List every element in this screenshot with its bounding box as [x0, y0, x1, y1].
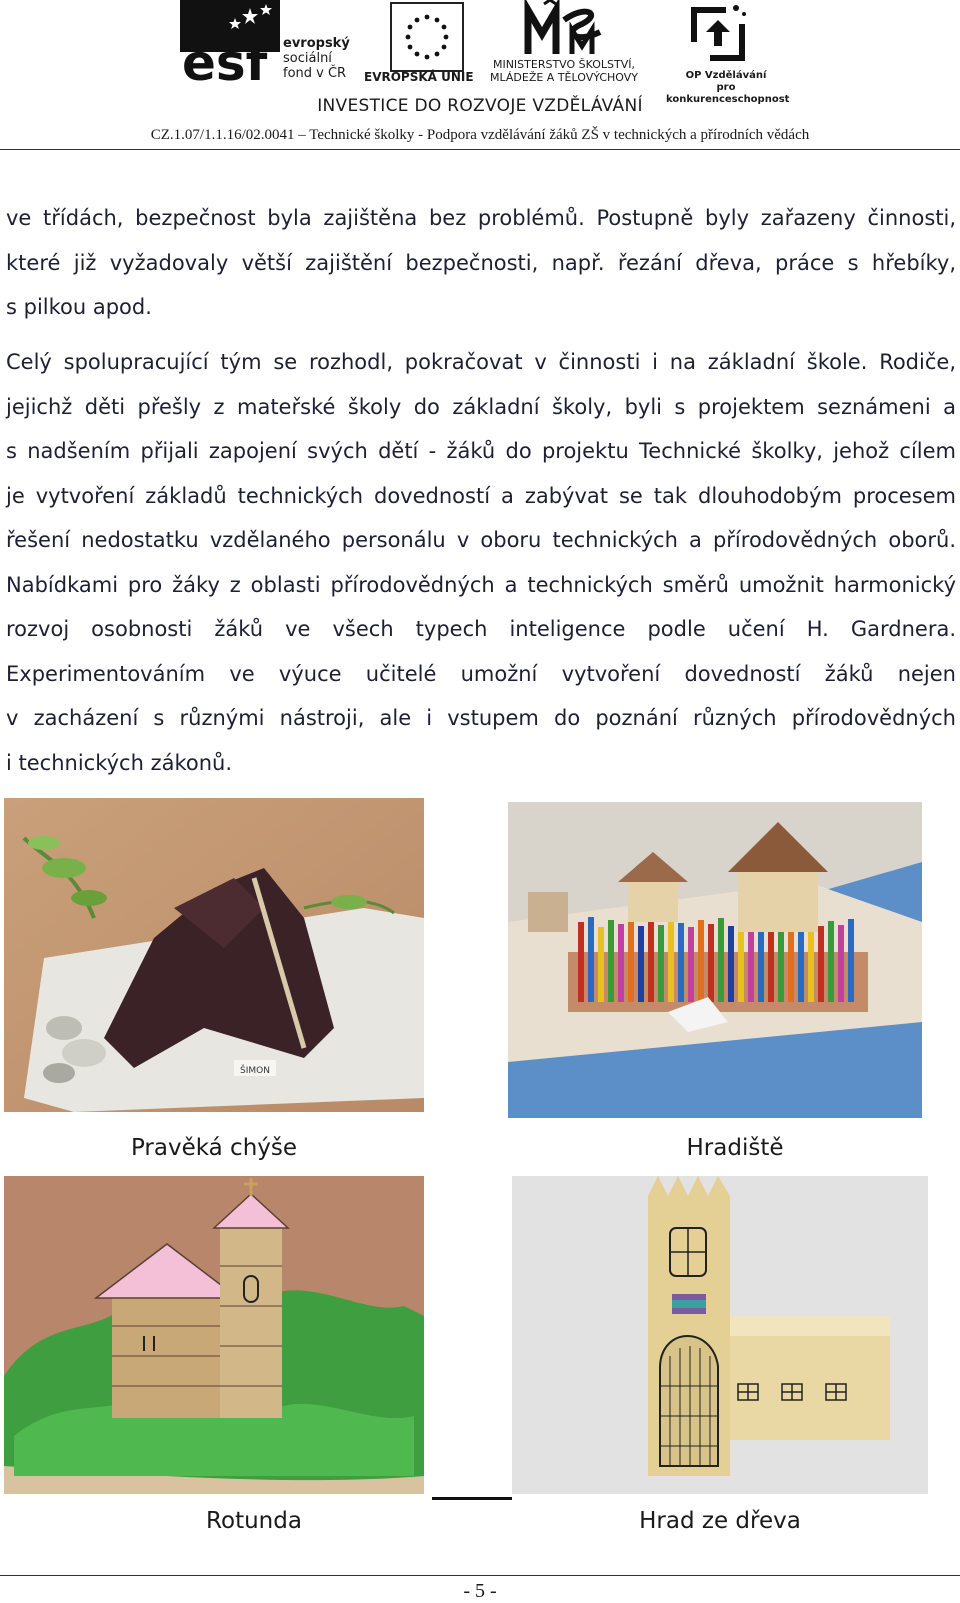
- msmt-text: [476, 58, 652, 84]
- text-line: řešení nedostatku vzdělaného personálu v oboru technických a přírodovědných oborů.: [6, 528, 956, 552]
- document-header: [0, 0, 960, 150]
- caption-rotunda: Rotunda: [206, 1508, 302, 1534]
- text-line: rozvoj osobnosti žáků ve všech typech inteligence podle učení H. Gardnera.: [6, 617, 956, 641]
- text-line: i technických zákonů.: [6, 750, 233, 775]
- svg-text:ŠIMON: ŠIMON: [240, 1066, 270, 1076]
- page-number: - 5 -: [463, 1580, 497, 1602]
- investice-banner: INVESTICE DO ROZVOJE VZDĚLÁVÁNÍ: [317, 96, 643, 116]
- esf-text-line: sociální: [283, 51, 332, 66]
- esf-text-line: fond v ČR: [283, 66, 347, 81]
- esf-text-line: evropský: [283, 36, 350, 51]
- text-line: je vytvoření základů technických dovedností a zabývat se tak dlouhodobým procesem: [6, 483, 956, 508]
- eu-flag-logo: [390, 2, 464, 72]
- photo-rotunda: [4, 1176, 424, 1494]
- text-line: v zacházení s různými nástroji, ale i vstupem do poznání různých přírodovědných: [6, 706, 956, 730]
- esf-text: [283, 36, 350, 81]
- header-divider: [0, 149, 960, 150]
- photo-hradiste: [508, 802, 922, 1118]
- caption-hradiste: Hradiště: [686, 1135, 784, 1161]
- text-line: Nabídkami pro žáky z oblasti přírodovědných a technických směrů umožnit harmonický: [6, 572, 956, 597]
- svg-text:esf: esf: [182, 34, 268, 82]
- msmt-text-line: MINISTERSTVO ŠKOLSTVÍ,: [492, 58, 636, 71]
- text-line: s nadšením přijali zapojení svých dětí - žáků do projektu Technické školky, jehož cílem: [6, 439, 956, 463]
- paragraph-2: [6, 340, 956, 785]
- text-line: jejichž děti přešly z mateřské školy do základní školy, byli s projektem seznámeni a: [6, 394, 956, 419]
- paragraph-1: [6, 196, 956, 330]
- text-line: s pilkou apod.: [6, 295, 152, 319]
- op-text-line: pro konkurenceschopnost: [666, 82, 790, 105]
- project-line: CZ.1.07/1.1.16/02.0041 – Technické školky - Podpora vzdělávání žáků ZŠ v technických a přírodních vědách: [150, 127, 810, 143]
- text-line: které již vyžadovaly větší zajištění bezpečnosti, např. řezání dřeva, práce s hřebíky,: [6, 250, 956, 275]
- eu-text: EVROPSKÁ UNIE: [364, 70, 474, 84]
- text-line: Experimentováním ve výuce učitelé umožní vytvoření dovedností žáků nejen: [6, 661, 956, 686]
- msmt-logo: [524, 0, 604, 56]
- esf-logo: [180, 0, 280, 82]
- caption-hrad-ze-dreva: Hrad ze dřeva: [639, 1508, 801, 1534]
- text-line: Celý spolupracující tým se rozhodl, pokračovat v činnosti i na základní škole. Rodiče,: [6, 350, 956, 374]
- op-logo: [686, 2, 750, 64]
- separator-line: [432, 1497, 512, 1500]
- msmt-text-line: MLÁDEŽE A TĚLOVÝCHOVY: [490, 71, 638, 84]
- footer-divider: [0, 1575, 960, 1576]
- op-text-line: OP Vzdělávání: [685, 70, 767, 81]
- caption-praveka-chyse: Pravěká chýše: [130, 1135, 298, 1161]
- photo-praveka-chyse: [4, 798, 424, 1112]
- photo-hrad-ze-dreva: [512, 1176, 928, 1494]
- text-line: ve třídách, bezpečnost byla zajištěna bez problémů. Postupně byly zařazeny činnosti,: [6, 206, 956, 230]
